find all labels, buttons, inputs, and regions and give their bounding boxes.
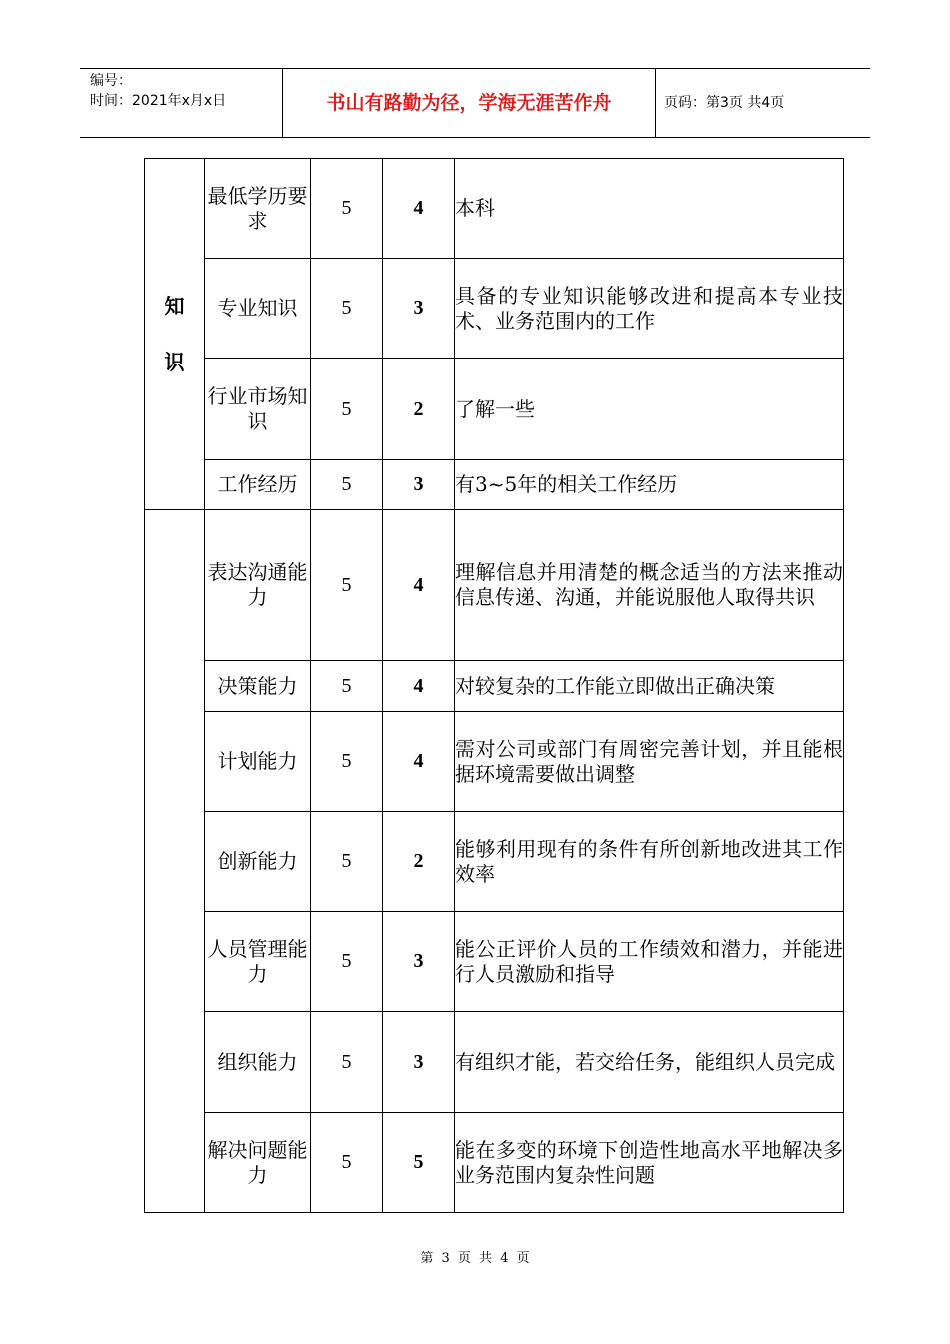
score: 2	[383, 812, 455, 912]
item-name: 决策能力	[205, 661, 311, 712]
table-row	[145, 912, 844, 1012]
header-motto: 书山有路勤为径，学海无涯苦作舟	[283, 69, 656, 137]
full-score: 5	[311, 259, 383, 359]
full-score: 5	[311, 359, 383, 460]
full-score: 5	[311, 1012, 383, 1113]
full-score: 5	[311, 712, 383, 812]
description: 理解信息并用清楚的概念适当的方法来推动信息传递、沟通，并能说服他人取得共识	[455, 510, 844, 661]
category-char: 识	[164, 350, 185, 374]
full-score: 5	[311, 912, 383, 1012]
full-score: 5	[311, 661, 383, 712]
description: 能公正评价人员的工作绩效和潜力，并能进行人员激励和指导	[455, 912, 844, 1012]
header-meta	[80, 69, 283, 137]
description: 有组织才能，若交给任务，能组织人员完成	[455, 1012, 844, 1113]
table-row	[145, 460, 844, 510]
page-header	[80, 68, 870, 138]
score: 3	[383, 259, 455, 359]
item-name: 工作经历	[205, 460, 311, 510]
competency-table	[144, 158, 844, 1213]
score: 3	[383, 912, 455, 1012]
table-row	[145, 661, 844, 712]
description: 了解一些	[455, 359, 844, 460]
description: 对较复杂的工作能立即做出正确决策	[455, 661, 844, 712]
full-score: 5	[311, 460, 383, 510]
table-row	[145, 712, 844, 812]
description: 能在多变的环境下创造性地高水平地解决多业务范围内复杂性问题	[455, 1113, 844, 1213]
table-row	[145, 359, 844, 460]
full-score: 5	[311, 510, 383, 661]
item-name: 创新能力	[205, 812, 311, 912]
number-label: 编号：	[90, 73, 132, 89]
description: 具备的专业知识能够改进和提高本专业技术、业务范围内的工作	[455, 259, 844, 359]
table-row	[145, 812, 844, 912]
table-row	[145, 510, 844, 661]
category-knowledge	[145, 159, 205, 510]
table-row	[145, 1012, 844, 1113]
item-name: 专业知识	[205, 259, 311, 359]
description: 需对公司或部门有周密完善计划，并且能根据环境需要做出调整	[455, 712, 844, 812]
description: 有3~5年的相关工作经历	[455, 460, 844, 510]
score: 3	[383, 460, 455, 510]
item-name: 解决问题能力	[205, 1113, 311, 1213]
description: 本科	[455, 159, 844, 259]
category-ability	[145, 510, 205, 1213]
table-row	[145, 1113, 844, 1213]
category-char: 知	[164, 294, 185, 318]
table-row	[145, 259, 844, 359]
page-footer: 第 3 页 共 4 页	[420, 1251, 530, 1266]
score: 4	[383, 661, 455, 712]
item-name: 组织能力	[205, 1012, 311, 1113]
item-name: 行业市场知识	[205, 359, 311, 460]
score: 4	[383, 159, 455, 259]
full-score: 5	[311, 1113, 383, 1213]
score: 2	[383, 359, 455, 460]
score: 4	[383, 712, 455, 812]
score: 4	[383, 510, 455, 661]
item-name: 最低学历要求	[205, 159, 311, 259]
item-name: 计划能力	[205, 712, 311, 812]
item-name: 表达沟通能力	[205, 510, 311, 661]
date-line: 时间：2021年x月x日	[90, 93, 227, 109]
full-score: 5	[311, 159, 383, 259]
header-page-info: 页码：第3页 共4页	[664, 95, 785, 111]
score: 5	[383, 1113, 455, 1213]
full-score: 5	[311, 812, 383, 912]
score: 3	[383, 1012, 455, 1113]
description: 能够利用现有的条件有所创新地改进其工作效率	[455, 812, 844, 912]
item-name: 人员管理能力	[205, 912, 311, 1012]
table-row	[145, 159, 844, 259]
